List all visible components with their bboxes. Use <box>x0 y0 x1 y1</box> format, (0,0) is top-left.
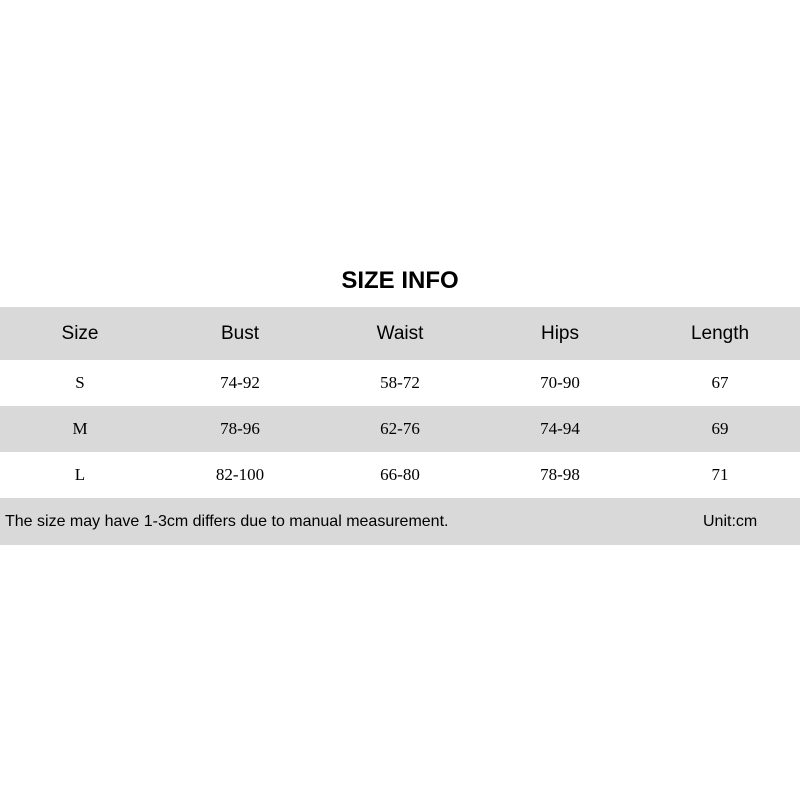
column-header-length: Length <box>690 322 750 344</box>
size-cell: M <box>72 419 88 438</box>
length-cell: 69 <box>711 419 729 438</box>
size-table <box>0 307 800 545</box>
length-cell: 71 <box>711 465 729 484</box>
hips-cell: 78-98 <box>540 465 580 484</box>
hips-cell: 74-94 <box>540 419 580 438</box>
table-row <box>0 406 800 452</box>
page-title: SIZE INFO <box>341 267 459 294</box>
table-row <box>0 360 800 406</box>
column-header-size: Size <box>61 322 99 344</box>
waist-cell: 58-72 <box>380 373 420 392</box>
length-cell: 67 <box>711 373 729 392</box>
bust-cell: 82-100 <box>215 465 265 484</box>
bust-cell: 74-92 <box>220 373 260 392</box>
table-row <box>0 452 800 498</box>
note-row <box>0 498 800 545</box>
column-header-waist: Waist <box>376 322 424 344</box>
unit-label: Unit:cm <box>703 513 758 530</box>
waist-cell: 62-76 <box>380 419 420 438</box>
column-header-bust: Bust <box>220 322 260 344</box>
table-header-row <box>0 307 800 360</box>
size-cell: L <box>74 465 86 484</box>
hips-cell: 70-90 <box>540 373 580 392</box>
bust-cell: 78-96 <box>220 419 260 438</box>
size-cell: S <box>75 373 85 392</box>
waist-cell: 66-80 <box>380 465 420 484</box>
column-header-hips: Hips <box>540 322 579 344</box>
measurement-note: The size may have 1-3cm differs due to manual measurement. <box>5 513 449 530</box>
